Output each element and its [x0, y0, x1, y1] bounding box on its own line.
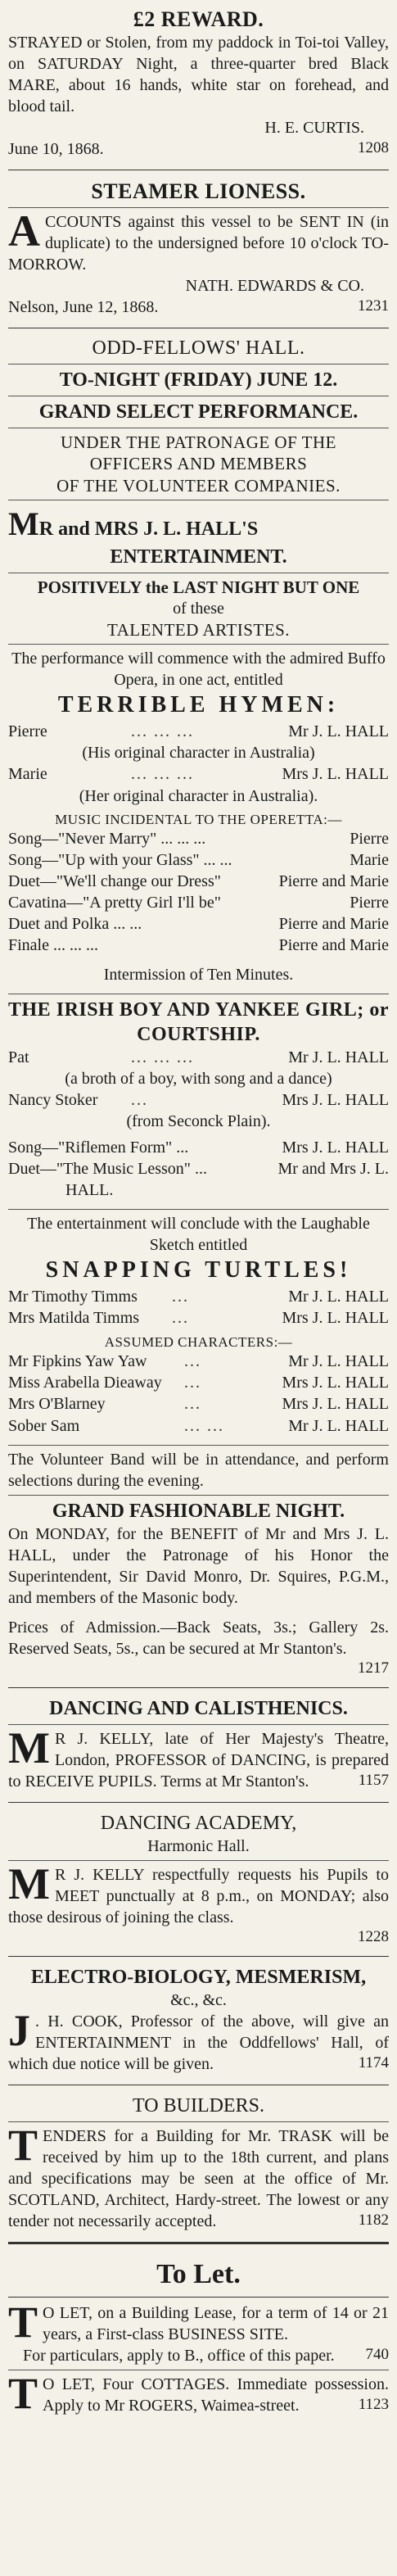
song-piece: HALL. [65, 1181, 114, 1200]
electro-dropcap: J [8, 2006, 30, 2056]
cast-name: Mr Timothy Timms [8, 1287, 138, 1306]
cast-actor: Mr J. L. HALL [288, 1351, 389, 1370]
music-row [8, 913, 389, 935]
song-piece: Duet—"The Music Lesson" ... [8, 1160, 207, 1179]
snapping-title: SNAPPING TURTLES! [45, 1257, 352, 1283]
fashion-title: GRAND FASHIONABLE NIGHT. [52, 1501, 345, 1523]
divider [8, 1445, 389, 1446]
dancing-body-block [8, 1723, 389, 1792]
divider [8, 1724, 389, 1725]
academy-body-block [8, 1859, 389, 1928]
talented-artistes: TALENTED ARTISTES. [106, 620, 291, 641]
tolet-ad1-body2-block [8, 2345, 389, 2366]
cast-row [8, 1089, 389, 1111]
patronage-line-2: OFFICERS AND MEMBERS [89, 454, 308, 474]
builders-number: 1182 [358, 2212, 389, 2230]
music-row [8, 871, 389, 892]
music-row [8, 849, 389, 871]
tolet-ad1-body: O LET, on a Building Lease, for a term of 14 or 21 years, a First-class BUSINESS SITE. [43, 2304, 389, 2344]
academy-ad [8, 1808, 389, 1951]
prices-text: Prices of Admission.—Back Seats, 3s.; Gallery 2s. Reserved Seats, 5s., can be secured at Mr Stanton's. [8, 1618, 389, 1659]
academy-sub: Harmonic Hall. [147, 1837, 250, 1856]
dancing-body: R J. KELLY, late of Her Majesty's Theatre, London, PROFESSOR of DANCING, is prepared to RECEIVE PUPILS. Terms at Mr Stanton's. [8, 1730, 389, 1791]
divider [8, 1209, 389, 1210]
academy-body: R J. KELLY respectfully requests his Pupils to MEET punctually at 8 p.m., on MONDAY; also those desirous of joining the class. [8, 1866, 389, 1927]
band-text: The Volunteer Band will be in attendance, and perform selections during the evening. [8, 1451, 389, 1491]
music-row [8, 892, 389, 913]
cast-name: Mrs Matilda Timms [8, 1309, 140, 1328]
song-row [8, 1158, 389, 1179]
cast-dots: ... [172, 1309, 189, 1328]
cast-actor: Mrs J. L. HALL [282, 765, 389, 784]
commence-text: The performance will commence with the admired Buffo Opera, in one act, entitled [11, 650, 386, 690]
hall-ad [8, 333, 389, 1682]
entertainment-line-1: R and MRS J. L. HALL'S [38, 518, 259, 540]
tolet-ad2-dropcap: T [8, 2369, 38, 2419]
tolet-ad2-body: O LET, Four COTTAGES. Immediate possession. Apply to Mr ROGERS, Waimea-street. [43, 2375, 389, 2415]
cast-dots: ... ... ... [131, 1048, 194, 1066]
cast-actor: Mr J. L. HALL [288, 722, 389, 740]
builders-title: TO BUILDERS. [133, 2095, 264, 2117]
steamer-footer [8, 297, 389, 318]
intermission: Intermission of Ten Minutes. [103, 965, 294, 984]
cast-actor: Mrs J. L. HALL [282, 1309, 389, 1328]
tolet-title: To Let. [156, 2259, 241, 2290]
cast-dots: ... [131, 1090, 148, 1109]
cast-dots: ... ... ... [131, 722, 194, 740]
steamer-body: CCOUNTS against this vessel to be SENT IN (in duplicate) to the undersigned before 10 o'clock TO-MORROW. [8, 213, 389, 274]
newspaper-page [8, 0, 389, 2421]
reward-number: 1208 [358, 139, 389, 157]
music-performer: Pierre [350, 893, 389, 912]
cast-row [8, 1351, 389, 1372]
patronage-line-1: UNDER THE PATRONAGE OF THE [61, 432, 336, 453]
academy-dropcap: M [8, 1859, 50, 1909]
hall-grand: GRAND SELECT PERFORMANCE. [38, 401, 359, 423]
cast-name: Mr Fipkins Yaw Yaw [8, 1351, 147, 1370]
academy-title: DANCING ACADEMY, [100, 1813, 297, 1835]
cast-name: Pierre [8, 722, 47, 740]
builders-dropcap: T [8, 2121, 38, 2171]
reward-body: STRAYED or Stolen, from my paddock in Toi-toi Valley, on SATURDAY Night, a three-quarter bred Black MARE, about 16 hands, white star on forehead, and blood tail. [8, 34, 389, 116]
electro-number: 1174 [358, 2054, 389, 2072]
music-piece: Song—"Up with your Glass" ... ... [8, 850, 232, 869]
reward-footer [8, 138, 389, 160]
cast-actor: Mrs J. L. HALL [282, 1395, 389, 1414]
reward-date: June 10, 1868. [8, 140, 104, 159]
steamer-date: Nelson, June 12, 1868. [8, 298, 159, 317]
song-piece: Song—"Riflemen Form" ... [8, 1139, 189, 1157]
electro-title: ELECTRO-BIOLOGY, MESMERISM, [30, 1967, 367, 1989]
music-piece: Duet—"We'll change our Dress" [8, 871, 221, 890]
tolet-ad1-body2: For particulars, apply to B., office of this paper. [23, 2347, 335, 2365]
music-piece: Song—"Never Marry" ... ... ... [8, 829, 206, 848]
steamer-signer: NATH. EDWARDS & CO. [185, 277, 364, 296]
entertainment-line-2: ENTERTAINMENT. [110, 546, 287, 568]
cast-dots: ... ... ... [131, 765, 194, 784]
song-performer: Mr and Mrs J. L. [277, 1160, 389, 1179]
cast-note: (from Seconck Plain). [126, 1112, 271, 1131]
reward-ad [8, 3, 389, 165]
cast-actor: Mr J. L. HALL [288, 1416, 389, 1435]
dancing-title: DANCING AND CALISTHENICS. [49, 1698, 348, 1720]
divider [8, 207, 389, 208]
dancing-dropcap: M [8, 1723, 50, 1773]
cast-note: (Her original character in Australia). [79, 786, 318, 805]
divider [8, 2121, 389, 2122]
music-performer: Pierre [350, 829, 389, 848]
cast-name: Pat [8, 1048, 29, 1066]
patronage-line-3: OF THE VOLUNTEER COMPANIES. [56, 475, 341, 496]
reward-title: £2 REWARD. [133, 7, 264, 31]
music-piece: Cavatina—"A pretty Girl I'll be" [8, 893, 221, 912]
hall-number: 1217 [358, 1659, 389, 1677]
music-row [8, 935, 389, 956]
cast-note: (His original character in Australia) [82, 744, 315, 763]
electro-body: . H. COOK, Professor of the above, will give an ENTERTAINMENT in the Oddfellows' Hall, of which due notice will be given. [8, 2012, 389, 2074]
dancing-number: 1157 [358, 1772, 389, 1790]
music-performer: Pierre and Marie [278, 935, 389, 954]
music-header: MUSIC INCIDENTAL TO THE OPERETTA:— [55, 811, 342, 827]
assumed-header: ASSUMED CHARACTERS:— [104, 1333, 293, 1350]
divider [8, 2242, 389, 2244]
cast-actor: Mr J. L. HALL [288, 1287, 389, 1306]
hall-venue: ODD-FELLOWS' HALL. [92, 337, 305, 360]
cast-actor: Mr J. L. HALL [288, 1048, 389, 1066]
cast-name: Marie [8, 765, 47, 784]
cast-dots: ... [184, 1373, 201, 1392]
divider [8, 1860, 389, 1861]
reward-signer: H. E. CURTIS. [264, 119, 364, 138]
cast-row [8, 1307, 389, 1329]
cast-name: Miss Arabella Dieaway [8, 1373, 162, 1392]
music-performer: Marie [350, 850, 389, 869]
cast-row [8, 1393, 389, 1415]
of-these: of these [173, 600, 224, 618]
cast-name: Sober Sam [8, 1416, 80, 1435]
fashion-body: On MONDAY, for the BENEFIT of Mr and Mrs J. L. HALL, under the Patronage of his Honor the Superintendent, Sir David Monro, Dr. Squires, P.G.M., and members of the Masonic body. [8, 1525, 389, 1608]
divider [8, 1495, 389, 1496]
positively-line: POSITIVELY the LAST NIGHT BUT ONE [37, 577, 360, 597]
music-performer: Pierre and Marie [278, 914, 389, 933]
tolet-ad2-number: 1123 [358, 2396, 389, 2414]
builders-body: ENDERS for a Building for Mr. TRASK will be received by him up to the 18th current, and plans and specifications may be seen at the office of Mr. SCOTLAND, Architect, Hardy-street. The lowest or any tender not necessarily accepted. [8, 2127, 389, 2231]
electro-body-block [8, 2006, 389, 2075]
song-row [8, 1179, 389, 1201]
hall-tonight: TO-NIGHT (FRIDAY) JUNE 12. [59, 369, 338, 392]
cast-note: (a broth of a boy, with song and a dance) [65, 1069, 332, 1088]
entertainment-title [8, 504, 389, 545]
divider [8, 1687, 389, 1688]
steamer-dropcap: A [8, 206, 40, 256]
cast-dots: ... [172, 1287, 189, 1306]
electro-ad [8, 1962, 389, 2080]
cast-row [8, 1047, 389, 1068]
divider [8, 2297, 389, 2298]
steamer-body-block [8, 206, 389, 275]
entertainment-dropcap: M [8, 505, 39, 542]
music-piece: Finale ... ... ... [8, 935, 98, 954]
tolet-ad2-block [8, 2369, 389, 2419]
tolet-ad1-number: 740 [365, 2346, 389, 2364]
opera-title: TERRIBLE HYMEN: [57, 692, 340, 718]
song-row [8, 1137, 389, 1158]
builders-body-block [8, 2121, 389, 2232]
steamer-ad [8, 175, 389, 323]
music-performer: Pierre and Marie [278, 871, 389, 890]
cast-dots: ... [184, 1395, 201, 1414]
conclude-text: The entertainment will conclude with the Laughable Sketch entitled [27, 1215, 370, 1255]
cast-row [8, 721, 389, 742]
irish-title: THE IRISH BOY AND YANKEE GIRL; or COURTSHIP. [8, 998, 389, 1045]
divider [8, 1802, 389, 1803]
cast-dots: ... [184, 1351, 201, 1370]
cast-name: Nancy Stoker [8, 1090, 98, 1109]
tolet-ad1-block [8, 2298, 389, 2347]
tolet-ad1-dropcap: T [8, 2298, 38, 2347]
dancing-ad [8, 1693, 389, 1797]
cast-row [8, 1286, 389, 1307]
cast-name: Mrs O'Blarney [8, 1395, 106, 1414]
builders-ad [8, 2090, 389, 2237]
cast-actor: Mrs J. L. HALL [282, 1373, 389, 1392]
cast-row [8, 1415, 389, 1437]
song-performer: Mrs J. L. HALL [282, 1139, 389, 1157]
cast-dots: ... ... [184, 1416, 224, 1435]
academy-number: 1228 [358, 1928, 389, 1946]
music-piece: Duet and Polka ... ... [8, 914, 142, 933]
steamer-title: STEAMER LIONESS. [91, 179, 306, 204]
tolet-section [8, 2249, 389, 2421]
cast-actor: Mrs J. L. HALL [282, 1090, 389, 1109]
cast-row [8, 1372, 389, 1393]
divider [8, 1956, 389, 1957]
electro-etc: &c., &c. [170, 1991, 227, 2010]
cast-row [8, 763, 389, 785]
divider [8, 644, 389, 645]
music-row [8, 828, 389, 849]
steamer-number: 1231 [358, 297, 389, 315]
